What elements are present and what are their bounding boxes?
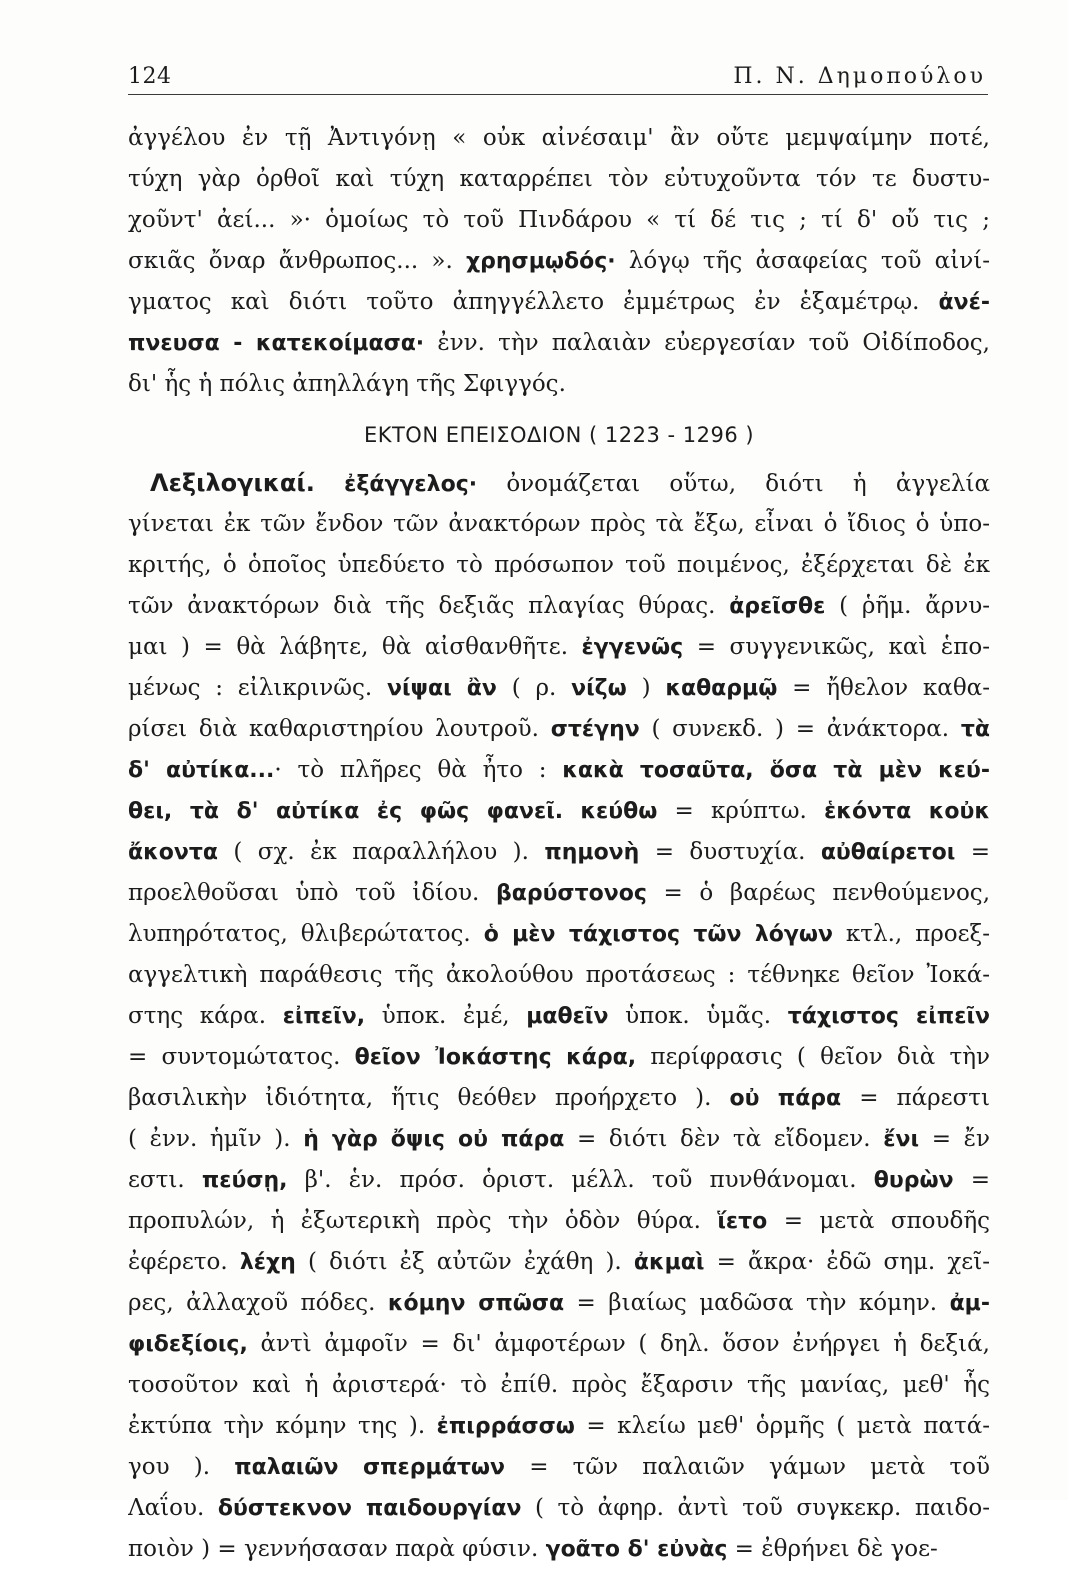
- text-segment: ): [626, 675, 666, 701]
- text-segment: τύχη γὰρ ὀρθοῖ καὶ τύχη καταρρέπει τὸν εὐτυχοῦντα τόν τε δυστυ-: [128, 166, 990, 192]
- body-text: [128, 118, 990, 1570]
- text-line: [128, 1119, 990, 1160]
- text-segment: ἐνν. τὴν παλαιὰν εὐεργεσίαν τοῦ Οἰδίποδος,: [424, 330, 990, 356]
- text-line: [128, 1488, 990, 1529]
- text-segment: = ἄκρα· ἐδῶ σημ. χεῖ-: [704, 1249, 990, 1275]
- text-segment: [563, 798, 580, 824]
- text-line: [128, 996, 990, 1037]
- running-head-author: Π. Ν. Δημοπούλου: [733, 64, 986, 89]
- text-segment: δι' ἧς ἡ πόλις ἀπηλλάγη τῆς Σφιγγός.: [128, 371, 566, 397]
- text-segment: ὑποκ. ὑμᾶς.: [608, 1003, 788, 1029]
- text-segment: =: [953, 1167, 990, 1193]
- text-segment: ἐφέρετο.: [128, 1249, 240, 1275]
- headword: ἐπιρράσσω: [436, 1414, 575, 1439]
- text-segment: [315, 471, 344, 497]
- text-segment: εστι.: [128, 1167, 202, 1193]
- text-line: [128, 627, 990, 668]
- headword: φιδεξίοις,: [128, 1332, 248, 1357]
- text-segment: ρίσει διὰ καθαριστηρίου λουτροῦ.: [128, 716, 551, 742]
- text-line: [128, 955, 990, 996]
- text-line: [128, 1447, 990, 1488]
- headword: ἀμ-: [949, 1291, 990, 1316]
- headword: πνευσα - κατεκοίμασα·: [128, 331, 425, 356]
- text-line: [128, 323, 990, 364]
- text-line: [128, 200, 990, 241]
- headword: ἵετο: [717, 1209, 768, 1234]
- text-segment: ( συνεκδ. ) = ἀνάκτορα.: [639, 716, 961, 742]
- text-segment: = δυστυχία.: [639, 839, 821, 865]
- text-line: [128, 463, 990, 504]
- text-segment: γίνεται ἐκ τῶν ἔνδον τῶν ἀνακτόρων πρὸς τὰ ἔξω, εἶναι ὁ ἴδιος ὁ ὑπο-: [128, 511, 990, 537]
- headword: ἔνι: [883, 1127, 920, 1152]
- headword: ἡ γὰρ ὄψις οὐ πάρα: [303, 1127, 565, 1152]
- text-segment: = ἐθρήνει δὲ γοε-: [727, 1536, 938, 1562]
- text-line: [128, 1324, 990, 1365]
- text-segment: = ὁ βαρέως πενθούμενος,: [646, 880, 990, 906]
- text-line: [128, 159, 990, 200]
- headword: ὁ μὲν τάχιστος τῶν λόγων: [483, 922, 833, 947]
- text-segment: = πάρεστι: [841, 1085, 990, 1111]
- text-line: [128, 586, 990, 627]
- text-segment: = μετὰ σπουδῆς: [767, 1208, 990, 1234]
- headword: ἀνέ-: [938, 290, 990, 315]
- headword: κεύθω: [580, 799, 658, 824]
- headword: θυρὼν: [873, 1168, 954, 1193]
- text-segment: ( τὸ ἀφηρ. ἀντὶ τοῦ συγκεκρ. παιδο-: [521, 1495, 990, 1521]
- headword: ἄκοντα: [128, 840, 218, 865]
- headword: ἑκόντα κοὐκ: [824, 799, 990, 824]
- headword: θεῖον Ἰοκάστης κάρα,: [354, 1045, 637, 1070]
- text-segment: προπυλών, ἡ ἐξωτερικὴ πρὸς τὴν ὁδὸν θύρα.: [128, 1208, 718, 1234]
- text-segment: ὀνομάζεται οὕτω, διότι ἡ ἀγγελία: [477, 471, 990, 497]
- text-segment: = κρύπτω.: [657, 798, 825, 824]
- text-segment: στης κάρα.: [128, 1003, 283, 1029]
- headword: ἀρεῖσθε: [729, 594, 826, 619]
- text-segment: = βιαίως μαδῶσα τὴν κόμην.: [564, 1290, 950, 1316]
- text-line: [128, 364, 990, 405]
- text-line: [128, 1406, 990, 1447]
- text-segment: =: [955, 839, 990, 865]
- text-segment: ἀγγέλου ἐν τῇ Ἀντιγόνῃ « οὐκ αἰνέσαιμ' ἂν οὔτε μεμψαίμην ποτέ,: [128, 125, 990, 151]
- headword: στέγην: [550, 717, 640, 742]
- text-line: [128, 1242, 990, 1283]
- text-line: [128, 832, 990, 873]
- text-line: [128, 709, 990, 750]
- text-segment: γου ).: [128, 1454, 235, 1480]
- text-line: [128, 1529, 990, 1570]
- headword: γοᾶτο δ' εὐνὰς: [545, 1537, 728, 1562]
- text-segment: = τῶν παλαιῶν γάμων μετὰ τοῦ: [505, 1454, 990, 1480]
- text-segment: περίφρασις ( θεῖον διὰ τὴν: [636, 1044, 990, 1070]
- text-line: [128, 750, 990, 791]
- headword: κακὰ τοσαῦτα, ὅσα τὰ μὲν κεύ-: [562, 758, 990, 783]
- text-line: [128, 1037, 990, 1078]
- headword: λέχη: [239, 1250, 296, 1275]
- text-segment: ( ρ.: [496, 675, 572, 701]
- text-line: [128, 914, 990, 955]
- text-segment: σκιᾶς ὄναρ ἄνθρωπος... ».: [128, 248, 466, 274]
- running-head: [128, 60, 988, 95]
- text-line: [128, 241, 990, 282]
- text-segment: ἐκτύπα τὴν κόμην της ).: [128, 1413, 437, 1439]
- text-line: [128, 282, 990, 323]
- text-line: [128, 873, 990, 914]
- text-segment: ( σχ. ἐκ παραλλήλου ).: [218, 839, 545, 865]
- text-segment: αγγελτικὴ παράθεσις τῆς ἀκολούθου προτάσεως : τέθνηκε θεῖον Ἰοκά-: [128, 962, 990, 988]
- text-segment: ἀντὶ ἀμφοῖν = δι' ἀμφοτέρων ( δηλ. ὅσον ἐνήργει ἡ δεξιά,: [247, 1331, 990, 1357]
- text-line: [128, 1283, 990, 1324]
- text-line: [128, 791, 990, 832]
- headword: πημονὴ: [544, 840, 640, 865]
- headword: παλαιῶν σπερμάτων: [234, 1455, 505, 1480]
- text-segment: βασιλικὴν ἰδιότητα, ἥτις θεόθεν προήρχετο ).: [128, 1085, 730, 1111]
- text-segment: μένως : εἰλικρινῶς.: [128, 675, 387, 701]
- text-segment: = κλείω μεθ' ὁρμῆς ( μετὰ πατά-: [574, 1413, 990, 1439]
- text-segment: ( ῥῆμ. ἄρνυ-: [825, 593, 990, 619]
- text-line: [128, 504, 990, 545]
- page-number: 124: [128, 64, 172, 89]
- text-segment: μαι ) = θὰ λάβητε, θὰ αἰσθανθῆτε.: [128, 634, 582, 660]
- intro-paragraph: [128, 118, 990, 405]
- text-segment: ὑποκ. ἐμέ,: [365, 1003, 527, 1029]
- section-heading: ΕΚΤΟΝ ΕΠΕΙΣΟΔΙΟΝ ( 1223 - 1296 ): [363, 423, 755, 447]
- headword: δ' αὐτίκα...: [128, 758, 275, 783]
- text-segment: λόγῳ τῆς ἀσαφείας τοῦ αἰνί-: [615, 248, 990, 274]
- text-segment: λυπηρότατος, θλιβερώτατος.: [128, 921, 484, 947]
- text-segment: προελθοῦσαι ὑπὸ τοῦ ἰδίου.: [128, 880, 496, 906]
- text-segment: = ἔν: [919, 1126, 990, 1152]
- text-segment: β'. ἑν. πρόσ. ὁριστ. μέλλ. τοῦ πυνθάνομαι.: [287, 1167, 874, 1193]
- text-segment: · τὸ πλῆρες θὰ ἦτο :: [274, 757, 563, 783]
- text-segment: ( ἐνν. ἡμῖν ).: [128, 1126, 304, 1152]
- headword: κόμην σπῶσα: [387, 1291, 565, 1316]
- text-segment: τῶν ἀνακτόρων διὰ τῆς δεξιᾶς πλαγίας θύρας.: [128, 593, 730, 619]
- text-segment: Λαΐου.: [128, 1495, 218, 1521]
- text-segment: χοῦντ' ἀεί... »· ὁμοίως τὸ τοῦ Πινδάρου « τί δέ τις ; τί δ' οὔ τις ;: [128, 207, 990, 233]
- text-segment: τοσοῦτον καὶ ἡ ἀριστερά· τὸ ἐπίθ. πρὸς ἔξαρσιν τῆς μανίας, μεθ' ἧς: [128, 1372, 990, 1398]
- headword: χρησμῳδός·: [465, 249, 616, 274]
- text-segment: ( διότι ἐξ αὐτῶν ἐχάθη ).: [295, 1249, 634, 1275]
- headword: τάχιστος εἰπεῖν: [787, 1004, 990, 1029]
- text-line: [128, 1365, 990, 1406]
- text-segment: κριτής, ὁ ὁποῖος ὑπεδύετο τὸ πρόσωπον τοῦ ποιμένος, ἐξέρχεται δὲ ἐκ: [128, 552, 990, 578]
- headword: πεύσῃ,: [201, 1168, 288, 1193]
- text-segment: ποιὸν ) = γεννήσασαν παρὰ φύσιν.: [128, 1536, 546, 1562]
- text-segment: = συντομώτατος.: [128, 1044, 355, 1070]
- text-line: [128, 118, 990, 159]
- headword: ἐγγενῶς: [581, 635, 684, 660]
- headword: νίψαι ἂν: [386, 676, 497, 701]
- headword: μαθεῖν: [526, 1004, 609, 1029]
- text-segment: ρες, ἀλλαχοῦ πόδες.: [128, 1290, 388, 1316]
- headword: καθαρμῷ: [665, 676, 778, 701]
- lexicon-title: Λεξιλογικαί.: [150, 469, 315, 497]
- text-segment: γματος καὶ διότι τοῦτο ἀπηγγέλλετο ἐμμέτρως ἐν ἑξαμέτρῳ.: [128, 289, 939, 315]
- headword: δύστεκνον παιδουργίαν: [217, 1496, 522, 1521]
- headword: θει, τὰ δ' αὐτίκα ἐς φῶς φανεῖ.: [128, 799, 564, 824]
- text-segment: = διότι δὲν τὰ εἴδομεν.: [564, 1126, 884, 1152]
- headword: τὰ: [960, 717, 990, 742]
- text-line: [128, 1201, 990, 1242]
- headword: νίζω: [571, 676, 627, 701]
- headword: αὐθαίρετοι: [820, 840, 956, 865]
- headword: εἰπεῖν,: [282, 1004, 366, 1029]
- text-segment: = ἤθελον καθα-: [777, 675, 990, 701]
- text-line: [128, 1078, 990, 1119]
- text-segment: κτλ., προεξ-: [832, 921, 990, 947]
- text-line: [128, 545, 990, 586]
- headword: οὐ πάρα: [729, 1086, 842, 1111]
- headword: βαρύστονος: [495, 881, 647, 906]
- headword: ἐξάγγελος·: [344, 472, 478, 497]
- lexicon-paragraph: [128, 463, 990, 1570]
- text-line: [128, 1160, 990, 1201]
- text-segment: = συγγενικῶς, καὶ ἑπο-: [683, 634, 990, 660]
- headword: ἀκμαὶ: [633, 1250, 705, 1275]
- text-line: [128, 668, 990, 709]
